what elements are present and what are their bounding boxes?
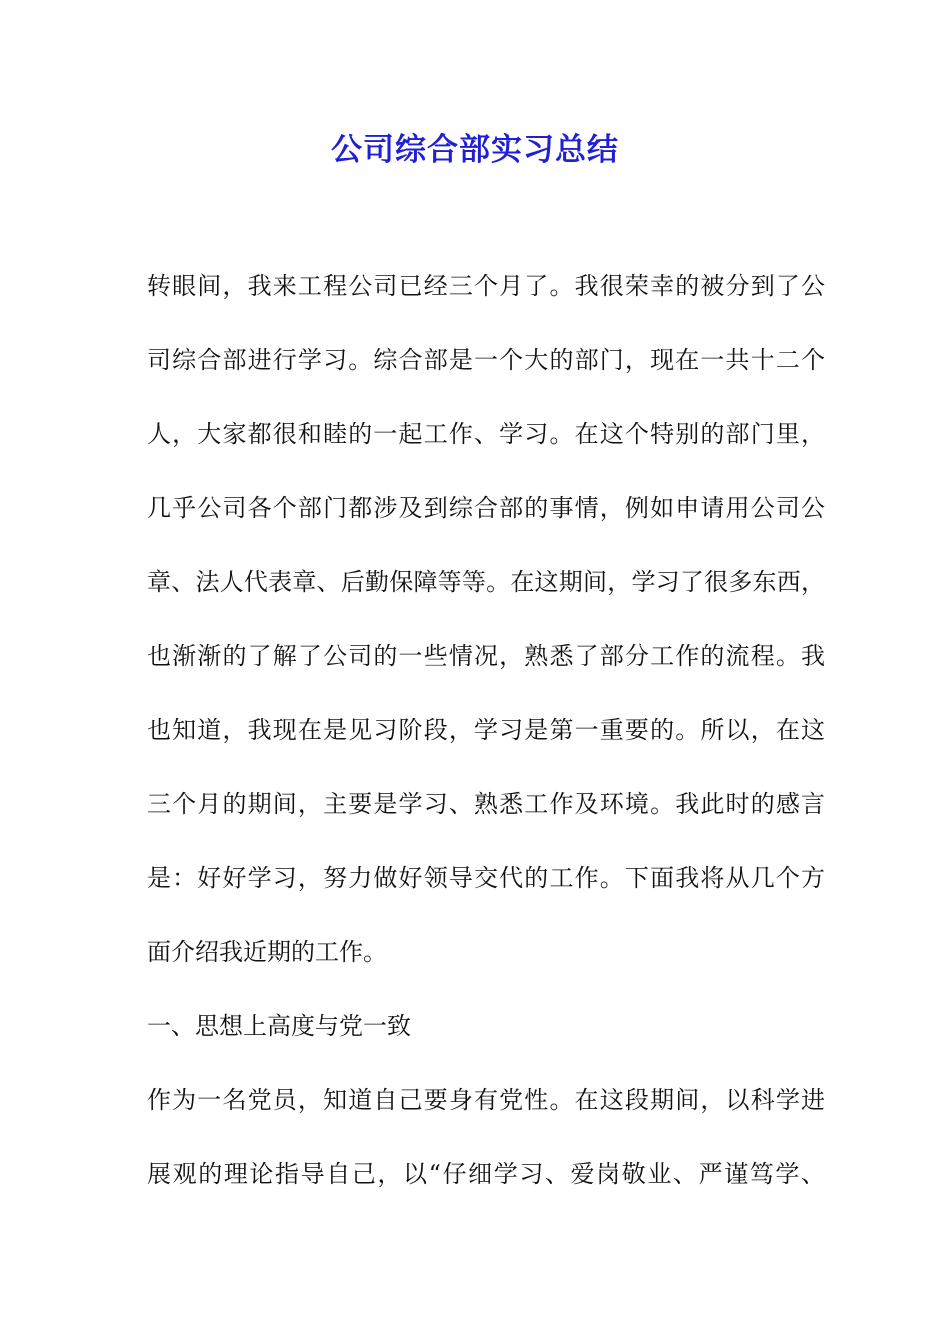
paragraph-line: 三个月的期间，主要是学习、熟悉工作及环境。我此时的感言 <box>147 790 825 818</box>
paragraph-line: 是：好好学习，努力做好领导交代的工作。下面我将从几个方 <box>147 864 825 892</box>
section-heading: 一、思想上高度与党一致 <box>147 1012 411 1040</box>
paragraph-line: 也知道，我现在是见习阶段，学习是第一重要的。所以，在这 <box>147 716 825 744</box>
paragraph-line: 人，大家都很和睦的一起工作、学习。在这个特别的部门里， <box>147 420 825 448</box>
paragraph-line: 几乎公司各个部门都涉及到综合部的事情，例如申请用公司公 <box>147 494 825 522</box>
paragraph-line: 作为一名党员，知道自己要身有党性。在这段期间，以科学进 <box>147 1086 825 1114</box>
document-title: 公司综合部实习总结 <box>331 132 619 168</box>
paragraph-line: 展观的理论指导自己，以“仔细学习、爱岗敬业、严谨笃学、 <box>147 1160 825 1188</box>
paragraph-line: 面介绍我近期的工作。 <box>147 938 387 966</box>
paragraph-line: 司综合部进行学习。综合部是一个大的部门，现在一共十二个 <box>147 346 825 374</box>
paragraph-line: 也渐渐的了解了公司的一些情况，熟悉了部分工作的流程。我 <box>147 642 825 670</box>
paragraph-line: 转眼间，我来工程公司已经三个月了。我很荣幸的被分到了公 <box>147 272 825 300</box>
paragraph-line: 章、法人代表章、后勤保障等等。在这期间，学习了很多东西， <box>147 568 825 596</box>
